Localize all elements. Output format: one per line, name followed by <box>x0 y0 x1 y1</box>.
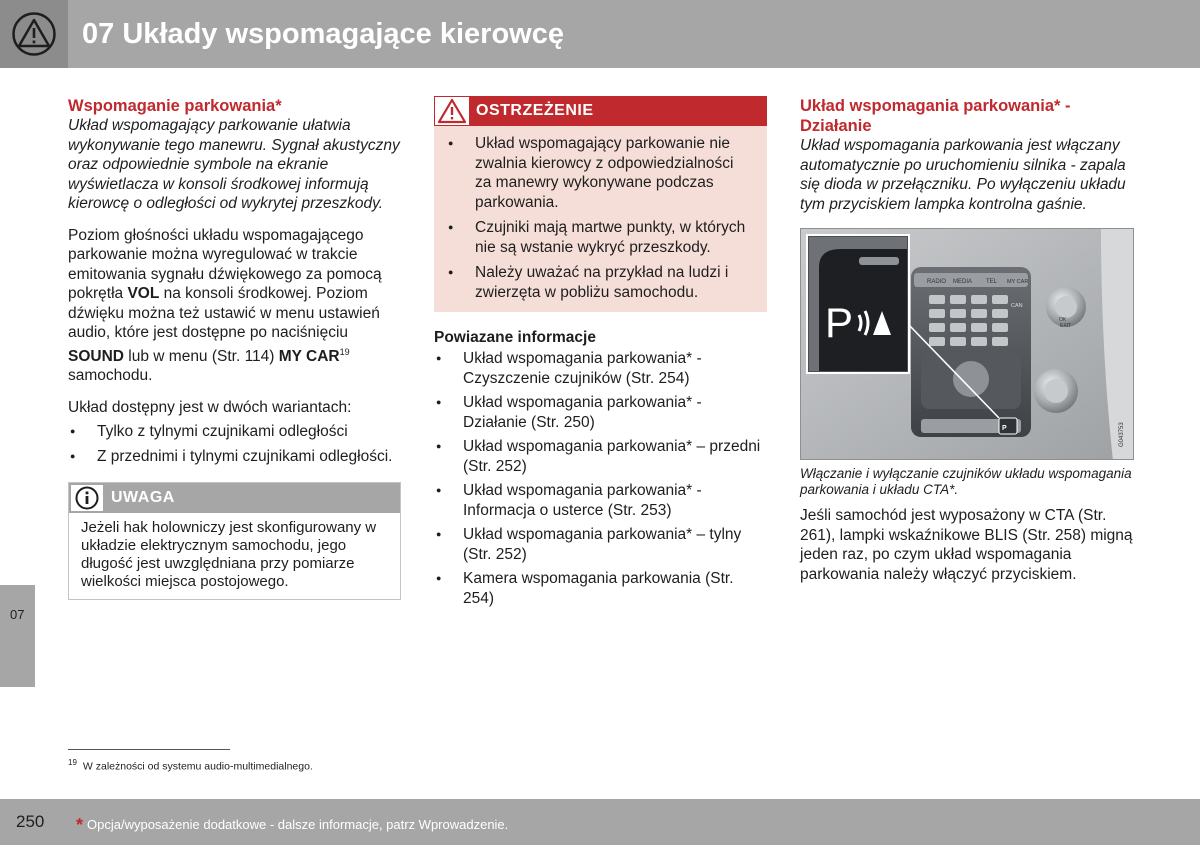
related-link[interactable]: ● Kamera wspomagania parkowania (Str. 254) <box>434 569 767 608</box>
footer-note <box>76 815 508 833</box>
warning-box <box>434 96 767 312</box>
list-item: ● Tylko z tylnymi czujnikami odległości <box>68 422 401 442</box>
related-link[interactable]: ● Układ wspomagania parkowania* – tylny (Str. 252) <box>434 525 767 564</box>
photo-caption: Włączanie i wyłączanie czujników układu wspomagania parkowania i układu CTA*. <box>800 466 1132 497</box>
related-info-list <box>434 349 767 608</box>
radio-button-label: RADIO <box>927 279 947 285</box>
optional-star: * <box>76 815 84 835</box>
warning-triangle-icon <box>435 97 469 125</box>
small-p-button-label: P <box>1002 425 1007 432</box>
warning-icon-box <box>435 97 469 125</box>
chapter-title: 07 Układy wspomagające kierowcę <box>82 18 564 50</box>
parking-button-letter: P <box>825 299 854 346</box>
section-heading-parking-assist-operation: Układ wspomagania parkowania* - Działanie <box>800 97 1071 135</box>
ok-label: OK <box>1059 317 1067 323</box>
mycar-keyword: MY CAR <box>278 347 340 365</box>
footnote-marker: 19 <box>68 758 77 767</box>
column-3 <box>800 96 1134 584</box>
media-button-label: MEDIA <box>953 279 973 285</box>
variants-intro: Układ dostępny jest w dwóch wariantach: <box>68 398 352 416</box>
lead-paragraph: Układ wspomagania parkowania jest włączany automatycznie po uruchomieniu silnika - zapala się dioda w przełączniku. Po wyłączeniu układu tym przyciskiem lampka kontrolna gaśnie. <box>800 137 1126 213</box>
mycar-button-label: MY CAR <box>1007 279 1029 285</box>
related-link[interactable]: ● Układ wspomagania parkowania* – przedni (Str. 252) <box>434 437 767 476</box>
cta-paragraph: Jeśli samochód jest wyposażony w CTA (Str. 261), lampki wskaźnikowe BLIS (Str. 258) migną jeden raz, po czym układ wspomagania parkowania należy włączyć przyciskiem. <box>800 507 1133 583</box>
warning-list <box>434 126 767 312</box>
console-illustration <box>801 229 1134 460</box>
footnote-rule <box>68 749 230 750</box>
image-code: G043753 <box>1119 422 1125 447</box>
related-link[interactable]: ● Układ wspomagania parkowania* - Czyszczenie czujników (Str. 254) <box>434 349 767 388</box>
chapter-side-tab <box>0 585 35 687</box>
can-button-label: CAN <box>1011 303 1023 309</box>
tel-button-label: TEL <box>986 279 998 285</box>
list-item: ● Czujniki mają martwe punkty, w których nie są wstanie wykryć przeszkody. <box>446 218 753 257</box>
note-header <box>69 483 400 513</box>
sound-keyword: SOUND <box>68 347 124 365</box>
console-photo <box>800 228 1134 460</box>
lead-paragraph: Układ wspomagający parkowanie ułatwia wykonywanie tego manewru. Sygnał akustyczny oraz odpowiednie symbole na ekranie wyświetlacza w konsoli środkowej informują kierowcę o odległości od wykrytej przeszkody. <box>68 117 400 212</box>
related-link[interactable]: ● Układ wspomagania parkowania* - Działanie (Str. 250) <box>434 393 767 432</box>
note-box <box>68 482 401 600</box>
note-label: UWAGA <box>111 489 175 507</box>
warning-header <box>434 96 767 126</box>
side-tab-label: 07 <box>10 607 25 622</box>
page-number: 250 <box>16 812 45 831</box>
footnote-ref: 19 <box>339 346 350 357</box>
list-item: ● Z przednimi i tylnymi czujnikami odległości. <box>68 447 401 467</box>
variants-list <box>68 422 401 466</box>
chapter-header <box>0 0 1200 68</box>
exit-label: EXIT <box>1060 323 1072 329</box>
list-item: ● Należy uważać na przykład na ludzi i zwierzęta w pobliżu samochodu. <box>446 263 753 302</box>
footer-note-text: Opcja/wyposażenie dodatkowe - dalsze informacje, patrz Wprowadzenie. <box>87 817 509 832</box>
column-1 <box>68 96 401 600</box>
chapter-icon-box <box>0 0 68 68</box>
info-icon <box>71 485 103 511</box>
volume-paragraph: Poziom głośności układu wspomagającego parkowanie można wyregulować w trakcie emitowania sygnału dźwiękowego za pomocą pokrętła VOL na konsoli środkowej. Poziom dźwięku można też ustawić w menu ustawień audio, które jest dostępne po naciśnięciu SOUND lub w menu (Str. 114) MY CAR$^{19}$ samochodu. <box>68 226 382 385</box>
footnote-text: W zależności od systemu audio-multimedialnego. <box>82 760 313 773</box>
section-heading-parking-assist: Wspomaganie parkowania* <box>68 97 282 115</box>
footnote <box>68 756 313 774</box>
warning-label: OSTRZEŻENIE <box>476 102 594 119</box>
related-info-heading: Powiazane informacje <box>434 329 596 346</box>
list-item: ● Układ wspomagający parkowanie nie zwalnia kierowcy z odpowiedzialności za manewry wykonywane podczas parkowania. <box>446 134 753 212</box>
related-link[interactable]: ● Układ wspomagania parkowania* - Informacja o usterce (Str. 253) <box>434 481 767 520</box>
column-2 <box>434 96 767 608</box>
info-icon-box <box>71 485 103 511</box>
vol-keyword: VOL <box>127 285 160 302</box>
note-text: Jeżeli hak holowniczy jest skonfigurowany w układzie elektrycznym samochodu, jego długość jest uwzględniana przy pomiarze wielkości miejsca postojowego. <box>81 519 377 591</box>
warning-triangle-icon <box>12 12 56 56</box>
